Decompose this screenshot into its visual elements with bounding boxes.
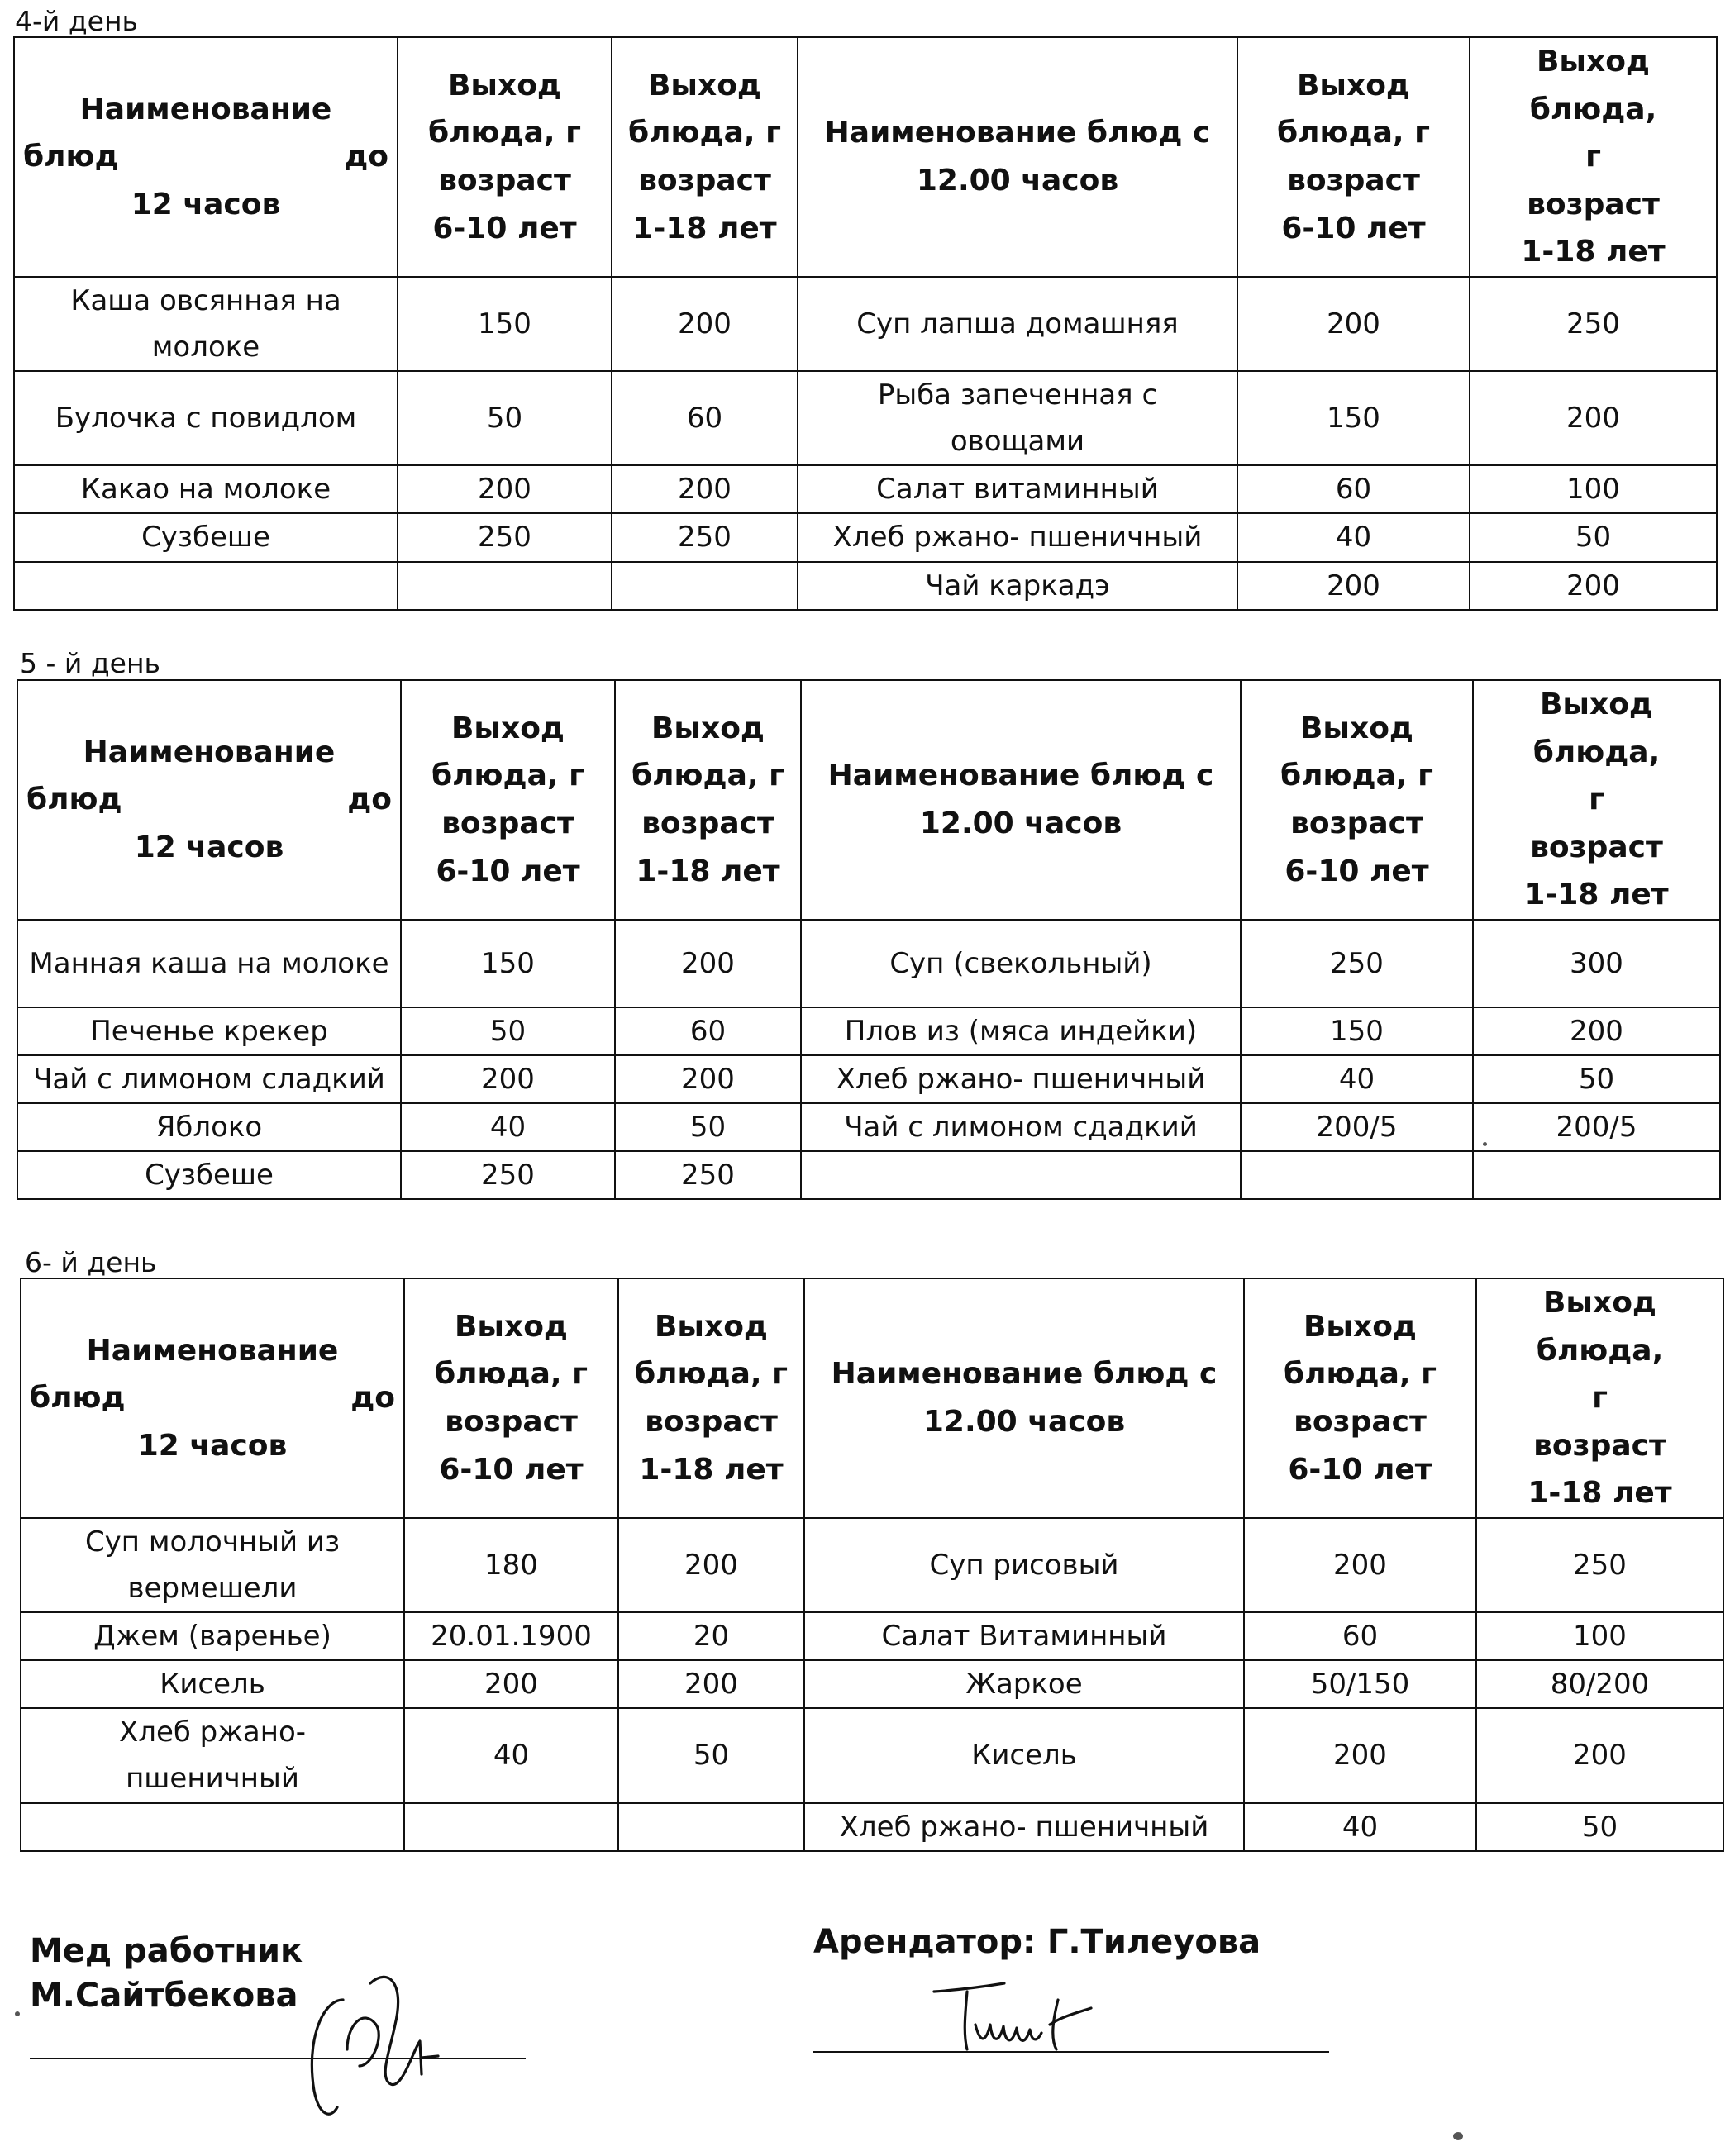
table-row [14,371,1717,465]
table-row [21,1708,1723,1802]
table-row [14,465,1717,513]
dish-cell [14,562,398,610]
yield-cell: 50 [1470,513,1717,561]
header-yield-6-10: Выход блюда, г возраст 6-10 лет [398,37,612,277]
yield-cell: 20.01.1900 [404,1612,618,1660]
yield-cell: 250 [398,513,612,561]
yield-cell: 50 [618,1708,804,1802]
header-yield-1-18: Выход блюда, г возраст 1-18 лет [615,680,801,920]
dish-cell: Чай с лимоном сдадкий [801,1103,1241,1151]
table-row [14,277,1717,371]
yield-cell [1241,1151,1473,1199]
dish-cell: Рыба запеченная с овощами [798,371,1237,465]
table-row [21,1803,1723,1851]
dish-cell: Хлеб ржано- пшеничный [801,1055,1241,1103]
yield-cell [398,562,612,610]
table-row [14,562,1717,610]
yield-cell: 200 [1244,1708,1476,1802]
table-row [17,1103,1720,1151]
yield-cell: 200 [615,920,801,1007]
header-row [21,1278,1723,1518]
dish-cell: Плов из (мяса индейки) [801,1007,1241,1055]
yield-cell: 200 [401,1055,615,1103]
med-worker-name: М.Сайтбекова [30,1977,298,2015]
header-yield-6-10: Выход блюда, г возраст 6-10 лет [1241,680,1473,920]
header-yield-1-18: Выход блюда, г возраст 1-18 лет [1476,1278,1723,1518]
med-worker-signature-line [30,2058,526,2059]
yield-cell: 200/5 [1241,1103,1473,1151]
dish-cell: Манная каша на молоке [17,920,401,1007]
yield-cell: 60 [615,1007,801,1055]
yield-cell [612,562,798,610]
header-yield-6-10: Выход блюда, г возраст 6-10 лет [1244,1278,1476,1518]
dish-cell: Суп (свекольный) [801,920,1241,1007]
yield-cell: 150 [398,277,612,371]
dish-cell [801,1151,1241,1199]
dish-cell: Кисель [804,1708,1244,1802]
day-6-label: 6- й день [25,1246,157,1278]
yield-cell: 150 [1237,371,1470,465]
dish-cell: Какао на молоке [14,465,398,513]
yield-cell: 50/150 [1244,1660,1476,1708]
yield-cell: 250 [612,513,798,561]
dish-cell: Печенье крекер [17,1007,401,1055]
yield-cell: 250 [615,1151,801,1199]
header-yield-6-10: Выход блюда, г возраст 6-10 лет [404,1278,618,1518]
med-worker-handwritten-signature [298,1950,463,2132]
header-dish-name-after-noon: Наименование блюд с 12.00 часов [801,680,1241,920]
yield-cell: 50 [1476,1803,1723,1851]
yield-cell [404,1803,618,1851]
dish-cell: Чай с лимоном сладкий [17,1055,401,1103]
header-dish-name-before-noon: Наименование блюд до 12 часов [17,680,401,920]
day-5-menu-table [17,679,1721,1200]
yield-cell: 200 [1237,562,1470,610]
dish-cell: Каша овсянная на молоке [14,277,398,371]
table-row [21,1518,1723,1612]
yield-cell: 200 [404,1660,618,1708]
yield-cell [618,1803,804,1851]
dish-cell: Яблоко [17,1103,401,1151]
yield-cell: 20 [618,1612,804,1660]
header-yield-6-10: Выход блюда, г возраст 6-10 лет [401,680,615,920]
scan-speck [1453,2132,1463,2140]
yield-cell: 60 [612,371,798,465]
scan-speck [1483,1142,1487,1146]
tenant-signature-line [813,2051,1329,2053]
yield-cell: 150 [1241,1007,1473,1055]
yield-cell: 150 [401,920,615,1007]
table-row [21,1660,1723,1708]
dish-cell: Салат витаминный [798,465,1237,513]
dish-cell: Хлеб ржано- пшеничный [804,1803,1244,1851]
header-yield-6-10: Выход блюда, г возраст 6-10 лет [1237,37,1470,277]
yield-cell: 40 [1244,1803,1476,1851]
tenant-signature-block [813,1920,1261,1964]
dish-cell: Сузбеше [17,1151,401,1199]
scan-speck [15,2011,20,2016]
yield-cell: 200 [1470,371,1717,465]
yield-cell: 200 [612,465,798,513]
yield-cell: 250 [401,1151,615,1199]
dish-cell: Джем (варенье) [21,1612,404,1660]
table-row [17,920,1720,1007]
day-5-label: 5 - й день [20,647,160,679]
dish-cell: Сузбеше [14,513,398,561]
yield-cell: 60 [1237,465,1470,513]
header-dish-name-after-noon: Наименование блюд с 12.00 часов [798,37,1237,277]
tenant-name: Арендатор: Г.Тилеуова [813,1923,1261,1961]
yield-cell: 50 [615,1103,801,1151]
dish-cell: Кисель [21,1660,404,1708]
header-yield-1-18: Выход блюда, г возраст 1-18 лет [1473,680,1720,920]
yield-cell: 250 [1476,1518,1723,1612]
dish-cell: Булочка с повидлом [14,371,398,465]
yield-cell: 40 [1241,1055,1473,1103]
yield-cell: 50 [401,1007,615,1055]
yield-cell: 200 [1237,277,1470,371]
header-dish-name-after-noon: Наименование блюд с 12.00 часов [804,1278,1244,1518]
yield-cell: 200/5 [1473,1103,1720,1151]
yield-cell: 200 [1473,1007,1720,1055]
dish-cell: Салат Витаминный [804,1612,1244,1660]
table-row [21,1612,1723,1660]
dish-cell: Чай каркадэ [798,562,1237,610]
dish-cell: Суп лапша домашняя [798,277,1237,371]
dish-cell: Хлеб ржано- пшеничный [21,1708,404,1802]
yield-cell: 50 [1473,1055,1720,1103]
yield-cell: 200 [1476,1708,1723,1802]
yield-cell: 200 [1470,562,1717,610]
yield-cell: 100 [1476,1612,1723,1660]
day-4-label: 4-й день [15,5,138,37]
yield-cell: 200 [398,465,612,513]
yield-cell: 80/200 [1476,1660,1723,1708]
yield-cell: 250 [1470,277,1717,371]
yield-cell: 180 [404,1518,618,1612]
yield-cell: 50 [398,371,612,465]
yield-cell: 200 [618,1660,804,1708]
table-row [14,513,1717,561]
day-6-menu-table [20,1278,1724,1852]
yield-cell [1473,1151,1720,1199]
dish-cell: Суп молочный из вермешели [21,1518,404,1612]
header-row [14,37,1717,277]
dish-cell [21,1803,404,1851]
yield-cell: 250 [1241,920,1473,1007]
header-yield-1-18: Выход блюда, г возраст 1-18 лет [618,1278,804,1518]
table-row [17,1007,1720,1055]
dish-cell: Суп рисовый [804,1518,1244,1612]
yield-cell: 200 [615,1055,801,1103]
table-row [17,1055,1720,1103]
yield-cell: 40 [1237,513,1470,561]
dish-cell: Жаркое [804,1660,1244,1708]
yield-cell: 200 [1244,1518,1476,1612]
header-row [17,680,1720,920]
yield-cell: 60 [1244,1612,1476,1660]
yield-cell: 40 [401,1103,615,1151]
header-dish-name-before-noon: Наименование блюд до 12 часов [21,1278,404,1518]
med-worker-signature-block [30,1929,303,2018]
yield-cell: 100 [1470,465,1717,513]
yield-cell: 300 [1473,920,1720,1007]
header-yield-1-18: Выход блюда, г возраст 1-18 лет [1470,37,1717,277]
yield-cell: 200 [618,1518,804,1612]
header-dish-name-before-noon: Наименование блюд до 12 часов [14,37,398,277]
yield-cell: 40 [404,1708,618,1802]
dish-cell: Хлеб ржано- пшеничный [798,513,1237,561]
day-4-menu-table [13,36,1718,611]
med-worker-title: Мед работник [30,1932,303,1970]
header-yield-1-18: Выход блюда, г возраст 1-18 лет [612,37,798,277]
yield-cell: 200 [612,277,798,371]
table-row [17,1151,1720,1199]
